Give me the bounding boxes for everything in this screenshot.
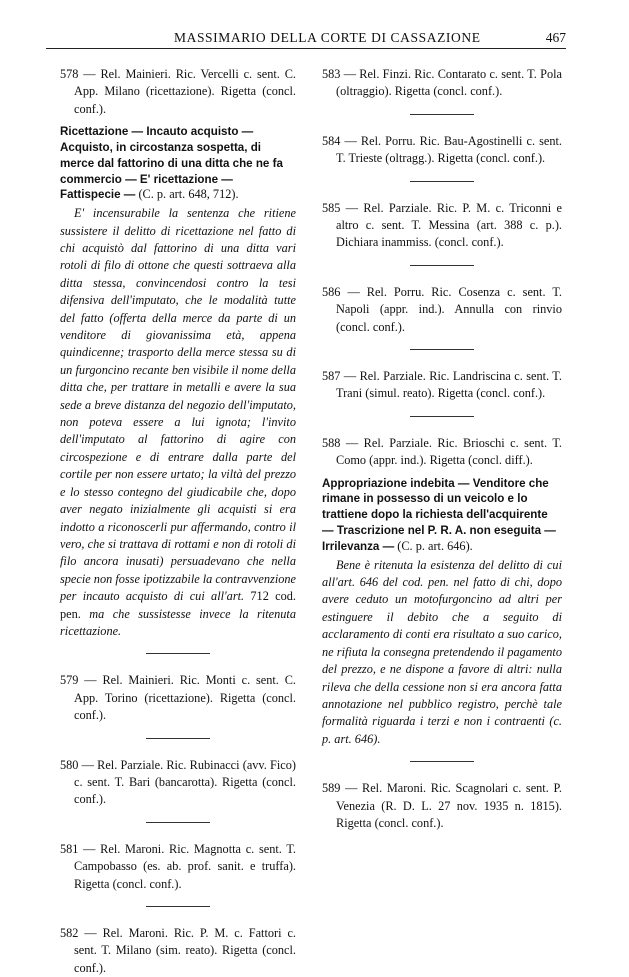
separator-rule <box>410 416 474 417</box>
entry-578-body <box>60 205 296 640</box>
separator-rule <box>410 761 474 762</box>
entry-580: 580 — Rel. Parziale. Ric. Rubinacci (avv. Fico) c. sent. T. Bari (bancarotta). Rigetta (concl. conf.). <box>60 757 296 807</box>
entry-578-body-c: ma che sussistesse invece la ritenuta ricettazione. <box>60 606 296 638</box>
entry-588-heading <box>322 476 562 555</box>
separator-rule <box>146 738 210 739</box>
entry-578-body-b: 712 cod. pen. <box>60 589 296 621</box>
entry-589: 589 — Rel. Maroni. Ric. Scagnolari c. sent. P. Venezia (R. D. L. 27 nov. 1935 n. 1815). Rigetta (concl. conf.). <box>322 781 562 830</box>
entry-587: 587 — Rel. Parziale. Ric. Landriscina c. sent. T. Trani (simul. reato). Rigetta (concl. conf.). <box>322 369 562 401</box>
separator-rule <box>146 906 210 907</box>
right-column <box>322 66 562 832</box>
separator-rule <box>410 349 474 350</box>
entry-578-heading-ref: (C. p. art. 648, 712). <box>135 187 239 202</box>
entry-583: 583 — Rel. Finzi. Ric. Contarato c. sent. T. Pola (oltraggio). Rigetta (concl. conf.). <box>322 67 562 99</box>
separator-rule <box>146 653 210 654</box>
entry-586: 586 — Rel. Porru. Ric. Cosenza c. sent. T. Napoli (appr. ind.). Annulla con rinvio (concl. conf.). <box>322 284 562 334</box>
separator-rule <box>410 181 474 182</box>
entry-588-heading-text: Appropriazione indebita — Venditore che rimane in possesso di un veicolo e lo trattiene dopo la richiesta dell'acquirente — Trascrizione nel P. R. A. non eseguita — Irrilevanza — <box>322 476 556 553</box>
entry-588-body: Bene è ritenuta la esistenza del delitto di cui all'art. 646 del cod. pen. nel fatto di chi, dopo avere ceduto un motofurgoncino ad altri per estinguere il debito che a seguito di acclaramento di conti era risultato a suo carico, ne rifiuta la consegna pretendendo il pagamento del prezzo, e ne dispone a favore di altri: nulla rileva che della cessione non si era ancora fatta annotazione nel pubblico registro, perchè tale formalità riguarda i terzi e non i contraenti (c. p. art. 646). <box>322 557 562 746</box>
entry-578: 578 — Rel. Mainieri. Ric. Vercelli c. sent. C. App. Milano (ricettazione). Rigetta (concl. conf.). <box>60 67 296 116</box>
entry-579: 579 — Rel. Mainieri. Ric. Monti c. sent. C. App. Torino (ricettazione). Rigetta (concl. conf.). <box>60 673 296 723</box>
page-number: 467 <box>545 30 566 45</box>
entry-588: 588 — Rel. Parziale. Ric. Brioschi c. sent. T. Como (appr. ind.). Rigetta (concl. diff.). <box>322 435 562 468</box>
entry-588-heading-ref: (C. p. art. 646). <box>394 538 473 553</box>
entry-581: 581 — Rel. Maroni. Ric. Magnotta c. sent. T. Campobasso (es. ab. prof. sanit. e truffa). Rigetta (concl. conf.). <box>60 841 296 891</box>
entry-582: 582 — Rel. Maroni. Ric. P. M. c. Fattori c. sent. T. Milano (sim. reato). Rigetta (concl. conf.). <box>60 926 296 975</box>
separator-rule <box>146 822 210 823</box>
entry-585: 585 — Rel. Parziale. Ric. P. M. c. Triconni e altro c. sent. T. Messina (art. 388 c. p.). Dichiara inammiss. (concl. conf.). <box>322 200 562 250</box>
left-column <box>60 66 296 977</box>
running-title: MASSIMARIO DELLA CORTE DI CASSAZIONE <box>174 30 481 45</box>
entry-578-heading-text: Ricettazione — Incauto acquisto — Acquisto, in circostanza sospetta, di merce dal fattorino di una ditta che ne fa commercio — E' ricettazione — Fattispecie — <box>60 125 283 202</box>
entry-584: 584 — Rel. Porru. Ric. Bau-Agostinelli c. sent. T. Trieste (oltragg.). Rigetta (concl. conf.). <box>322 133 562 166</box>
entry-578-body-a: E' incensurabile la sentenza che ritiene sussistere il delitto di ricettazione nel fatto di chi acquistò dal fattorino di una ditta vari rotoli di filo di ottone che questi sottraeva alla ditta stessa, convincendosi contro la tesi difensiva dell'imputato, che le modalità tutte del fatto (offerta della merce da parte di un venditore di giovanissima età, appena quindicenne; trasporto della merce stessa su di un furgoncino recante ben visibile il nome della ditta che, per trattare in metalli e avere la sua sede a breve distanza del negozio dell'imputato, non poteva essere a lui ignota; l'invito dell'imputato al fattorino di agire con circospezione e di entrare dalla parte del cortile per non essere urtato; la viltà del prezzo e lo stesso contegno del giudicabile che, dopo aver negato inizialmente gli acquisti si era indotto a riconoscerli pur affermando, contro il vero, che si trattava di rottami e non di rotoli di filo ancora inusati) persuadevano che nella specie non fosse ipotizzabile la contravvenzione per incauto acquisto di cui all'art. <box>60 206 296 604</box>
entry-578-heading <box>60 124 296 203</box>
header-rule <box>46 48 566 49</box>
separator-rule <box>410 265 474 266</box>
separator-rule <box>410 114 474 115</box>
